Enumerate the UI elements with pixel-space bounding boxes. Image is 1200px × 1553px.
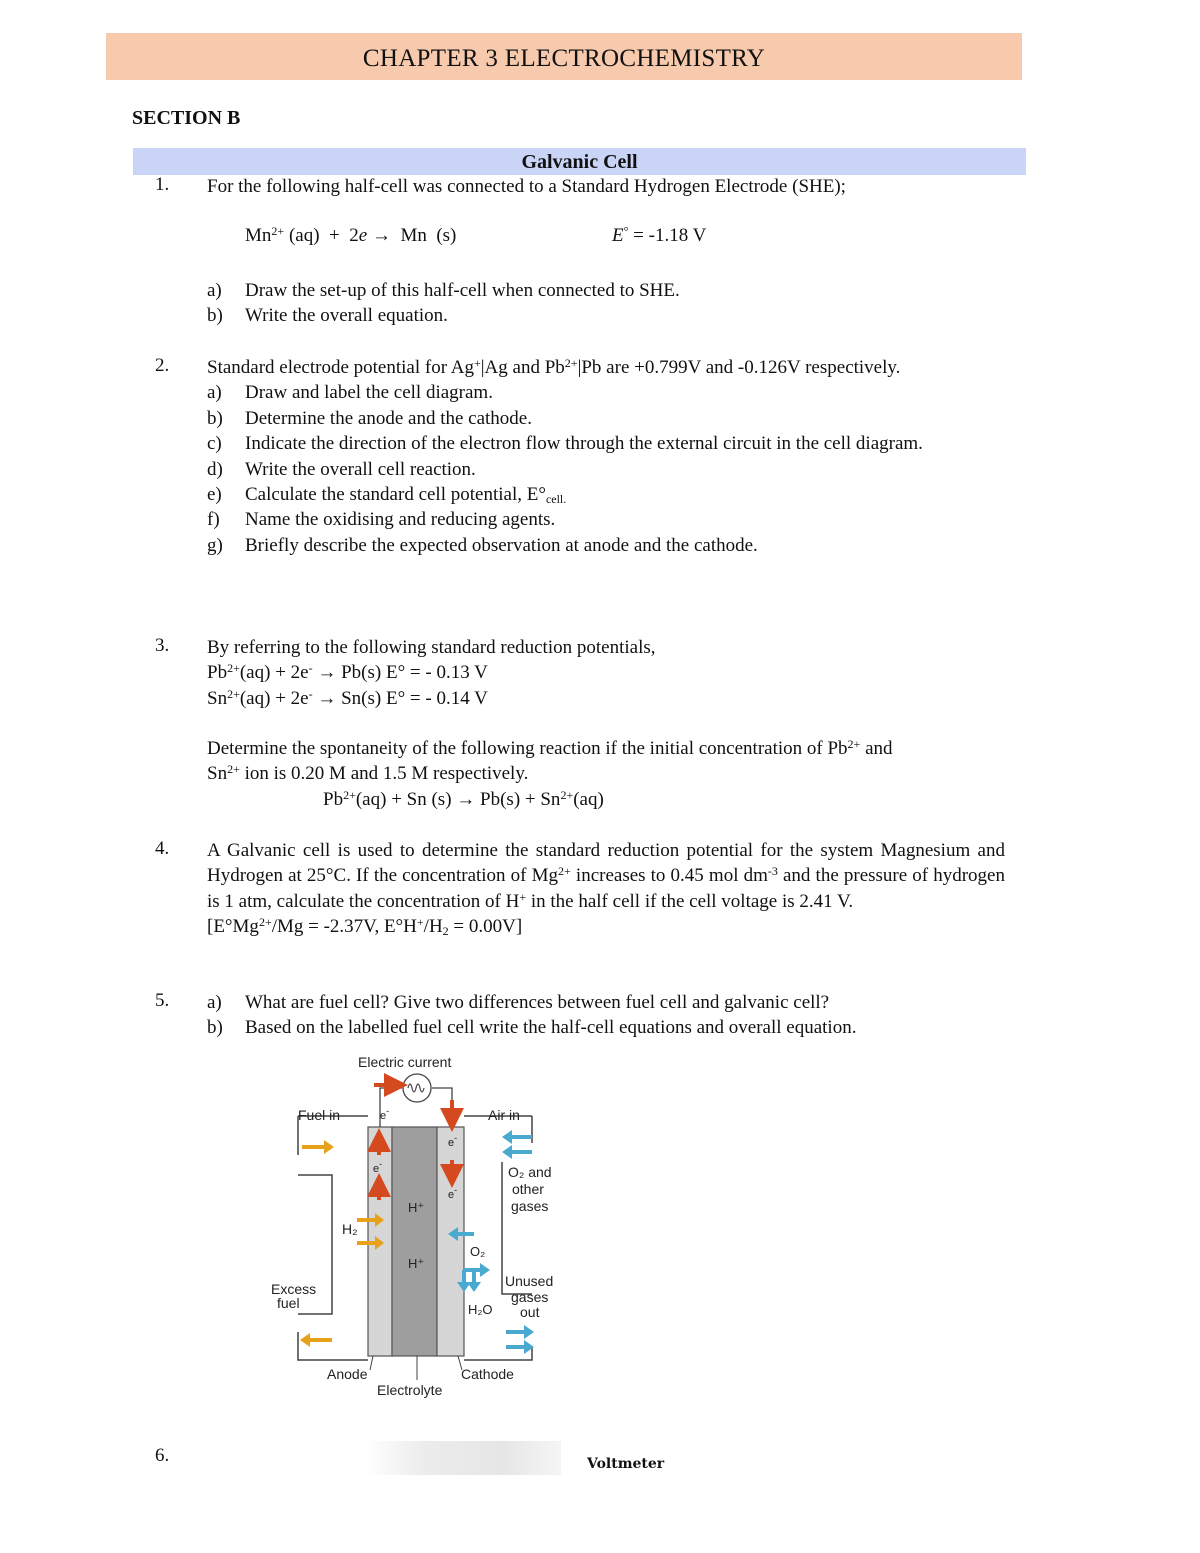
q4-data-sub: 2 xyxy=(442,924,449,939)
part-text: Draw and label the cell diagram. xyxy=(245,382,493,404)
q1-eq-charge: 2+ xyxy=(271,224,285,238)
q4-text-d: in the half cell if the cell voltage is 2.41 V. xyxy=(526,890,854,912)
q3-question-line-1 xyxy=(207,736,1005,761)
electron-label xyxy=(380,1106,389,1122)
part-text: Calculate the standard cell potential, E° xyxy=(245,484,546,506)
h2o-label: H₂O xyxy=(468,1302,493,1317)
q4-data-c: /H xyxy=(423,916,443,938)
part-text: Based on the labelled fuel cell write the half-cell equations and overall equation. xyxy=(245,1017,857,1039)
question-1 xyxy=(207,174,1005,199)
other-label: other xyxy=(512,1181,544,1197)
voltmeter-label: Voltmeter xyxy=(587,1456,665,1472)
q1-potential xyxy=(612,225,706,247)
electron-symbol: e xyxy=(380,1110,387,1122)
q2-text-1: Standard electrode potential for Ag xyxy=(207,357,474,378)
q4-data xyxy=(207,914,1005,939)
q3-r1-sup: 2+ xyxy=(227,661,240,676)
out-label: out xyxy=(520,1304,540,1320)
q1-eq-value: = -1.18 V xyxy=(628,225,707,246)
q1-eq-product: → Mn (s) xyxy=(367,225,457,246)
q2-part-f xyxy=(207,507,1005,532)
q3-r1-b: (aq) + 2e xyxy=(239,662,309,684)
q3-r2-b: (aq) + 2e xyxy=(239,687,309,709)
part-label: a) xyxy=(207,992,222,1013)
q3-rx-c: (aq) xyxy=(573,788,604,810)
excess-label: Excess xyxy=(271,1281,317,1297)
question-number-5: 5. xyxy=(155,990,170,1011)
gases-label: gases xyxy=(511,1198,549,1214)
q1-eq-mid: (aq) + 2 xyxy=(284,225,359,246)
q2-part-d xyxy=(207,457,1005,482)
q5-part-a xyxy=(207,990,1005,1015)
q3-rx-sup2: 2+ xyxy=(560,787,574,802)
q3-p2-b: ion is 0.20 M and 1.5 M respectively. xyxy=(239,763,529,785)
part-text: Draw the set-up of this half-cell when connected to SHE. xyxy=(245,280,680,301)
part-subscript: cell. xyxy=(545,492,567,507)
part-label: e) xyxy=(207,484,222,506)
question-2 xyxy=(207,355,1005,558)
unused-gas-arrow-icon xyxy=(506,1325,534,1339)
q4-sup-a: 2+ xyxy=(558,864,571,879)
o2-label: O₂ xyxy=(470,1244,486,1259)
q3-rx-a: Pb xyxy=(323,788,344,810)
part-text: Briefly describe the expected observation at anode and the cathode. xyxy=(245,534,758,556)
electric-current-label: Electric current xyxy=(358,1054,452,1070)
q3-r2-c: → Sn(s) E° = - 0.14 V xyxy=(312,687,488,709)
q3-p2-sup: 2+ xyxy=(227,762,240,777)
electron-symbol: e xyxy=(448,1137,455,1149)
q4-data-sup1: 2+ xyxy=(258,915,272,930)
q3-r1-sup2: - xyxy=(308,661,313,676)
question-number-4: 4. xyxy=(155,838,170,859)
q4-sup-b: -3 xyxy=(767,864,778,879)
question-3 xyxy=(207,635,1005,711)
label-leaders xyxy=(370,1356,462,1380)
part-text: Determine the anode and the cathode. xyxy=(245,407,532,429)
part-label: c) xyxy=(207,433,222,455)
q3-r2-sup2: - xyxy=(308,686,313,701)
water-out-arrow-icon xyxy=(464,1263,490,1277)
part-text: What are fuel cell? Give two differences between fuel cell and galvanic cell? xyxy=(245,992,830,1013)
q3-reduction-2 xyxy=(207,686,1005,711)
part-label: f) xyxy=(207,509,220,531)
part-label: d) xyxy=(207,458,223,480)
fuel-in-arrow-icon xyxy=(302,1140,334,1154)
question-5 xyxy=(207,990,1005,1041)
q3-question-line-2 xyxy=(207,761,1005,786)
electrolyte-label: Electrolyte xyxy=(377,1382,443,1398)
q2-part-e xyxy=(207,482,1005,507)
anode-chamber xyxy=(298,1116,368,1360)
q3-question xyxy=(207,736,1005,812)
q4-text-b: increases to 0.45 mol dm xyxy=(570,865,768,887)
part-text: Name the oxidising and reducing agents. xyxy=(245,509,556,531)
unused-gases-label: gases xyxy=(511,1289,549,1305)
q2-sup-1: + xyxy=(473,356,481,370)
q1-eq-E: E xyxy=(612,225,624,246)
electron-charge: - xyxy=(454,1133,458,1143)
q2-part-a xyxy=(207,380,1005,405)
q4-data-b: /Mg = -2.37V, E°H xyxy=(271,916,417,938)
cathode-label: Cathode xyxy=(461,1366,514,1382)
question-number-3: 3. xyxy=(155,635,170,656)
q3-r2-sup: 2+ xyxy=(227,686,240,701)
q1-eq-degree: ° xyxy=(623,224,629,238)
fuel-cell-diagram xyxy=(262,1050,592,1405)
topic-heading: Galvanic Cell xyxy=(133,148,1026,175)
q3-r2-a: Sn xyxy=(207,687,228,709)
anode-label: Anode xyxy=(327,1366,368,1382)
section-heading: SECTION B xyxy=(132,107,241,129)
part-text: Write the overall cell reaction. xyxy=(245,458,476,480)
q3-r1-c: → Pb(s) E° = - 0.13 V xyxy=(312,662,488,684)
q1-parts xyxy=(207,278,1005,329)
q3-reaction xyxy=(207,787,1005,812)
part-label: b) xyxy=(207,305,223,327)
q4-sup-c: + xyxy=(519,889,527,904)
cell-diagram-fragment xyxy=(366,1441,561,1475)
q4-data-d: = 0.00V] xyxy=(448,916,523,938)
question-number-1: 1. xyxy=(155,174,170,195)
q4-data-a: [E°Mg xyxy=(207,916,259,938)
unused-label: Unused xyxy=(505,1273,554,1289)
lamp-icon xyxy=(403,1074,431,1102)
o2-and-label: O₂ and xyxy=(508,1164,552,1180)
q1-text: For the following half-cell was connected to a Standard Hydrogen Electrode (SHE); xyxy=(207,176,846,197)
h2-label: H₂ xyxy=(342,1221,358,1237)
q4-text-a: A Galvanic cell is used to determine the standard reduction potential for the system Magnesium and Hydrogen at 25°C. If the concentration of Mg xyxy=(207,840,1005,887)
q1-part-b xyxy=(207,303,1005,328)
q4-text xyxy=(207,838,1005,914)
part-label: b) xyxy=(207,407,223,429)
part-text: Write the overall equation. xyxy=(245,305,448,327)
q2-part-g xyxy=(207,533,1005,558)
q1-half-reaction xyxy=(245,225,456,247)
part-label: g) xyxy=(207,534,223,556)
q4-text-c: and the pressure of hydrogen is 1 atm, calculate the concentration of H xyxy=(207,865,1005,912)
fuel-label: fuel xyxy=(277,1295,300,1311)
electron-symbol: e xyxy=(373,1163,380,1175)
q3-p1: Determine the spontaneity of the following reaction if the initial concentration of Pb xyxy=(207,738,848,759)
q3-intro: By referring to the following standard reduction potentials, xyxy=(207,637,656,658)
part-label: a) xyxy=(207,280,222,301)
q1-eq-electron: e xyxy=(358,225,368,246)
q2-part-b xyxy=(207,406,1005,431)
unused-gas-arrow-icon xyxy=(506,1340,534,1354)
part-label: a) xyxy=(207,382,222,404)
part-text: Indicate the direction of the electron flow through the external circuit in the cell diagram. xyxy=(245,433,923,455)
electron-charge: - xyxy=(379,1159,383,1169)
water-arrow-icon xyxy=(467,1270,481,1292)
air-in-arrow-icon xyxy=(502,1145,532,1159)
electron-charge: - xyxy=(386,1106,390,1116)
electron-symbol: e xyxy=(448,1189,455,1201)
electrolyte-block xyxy=(392,1127,437,1356)
q2-text-2: |Ag and Pb xyxy=(480,357,565,378)
question-number-2: 2. xyxy=(155,355,170,376)
q5-part-b xyxy=(207,1015,1005,1040)
q2-sup-2: 2+ xyxy=(564,356,578,370)
q2-text xyxy=(207,355,1005,380)
q4-data-sup2: + xyxy=(416,915,424,930)
air-in-arrow-icon xyxy=(502,1130,532,1144)
fuel-cell-svg xyxy=(262,1050,592,1405)
excess-fuel-arrow-icon xyxy=(300,1333,332,1347)
q1-part-a xyxy=(207,278,1005,303)
q3-rx-b: (aq) + Sn (s) → Pb(s) + Sn xyxy=(355,788,561,810)
question-number-6: 6. xyxy=(155,1445,170,1466)
chapter-title: CHAPTER 3 ELECTROCHEMISTRY xyxy=(106,33,1022,80)
electron-charge: - xyxy=(454,1185,458,1195)
q1-eq-species: Mn xyxy=(245,225,272,246)
q2-part-c xyxy=(207,431,1005,456)
q3-p1-b: and xyxy=(860,738,893,759)
q3-p2-a: Sn xyxy=(207,763,228,785)
q3-p1-sup: 2+ xyxy=(847,737,861,751)
question-4 xyxy=(207,838,1005,940)
part-label: b) xyxy=(207,1017,223,1039)
h-plus-label: H⁺ xyxy=(408,1256,425,1271)
q3-r1-a: Pb xyxy=(207,662,228,684)
air-in-label: Air in xyxy=(488,1107,520,1123)
q3-reduction-1 xyxy=(207,660,1005,685)
q3-rx-sup1: 2+ xyxy=(343,787,356,802)
q2-text-3: |Pb are +0.799V and -0.126V respectively. xyxy=(577,357,901,378)
fuel-in-label: Fuel in xyxy=(298,1107,341,1123)
h-plus-label: H⁺ xyxy=(408,1200,425,1215)
